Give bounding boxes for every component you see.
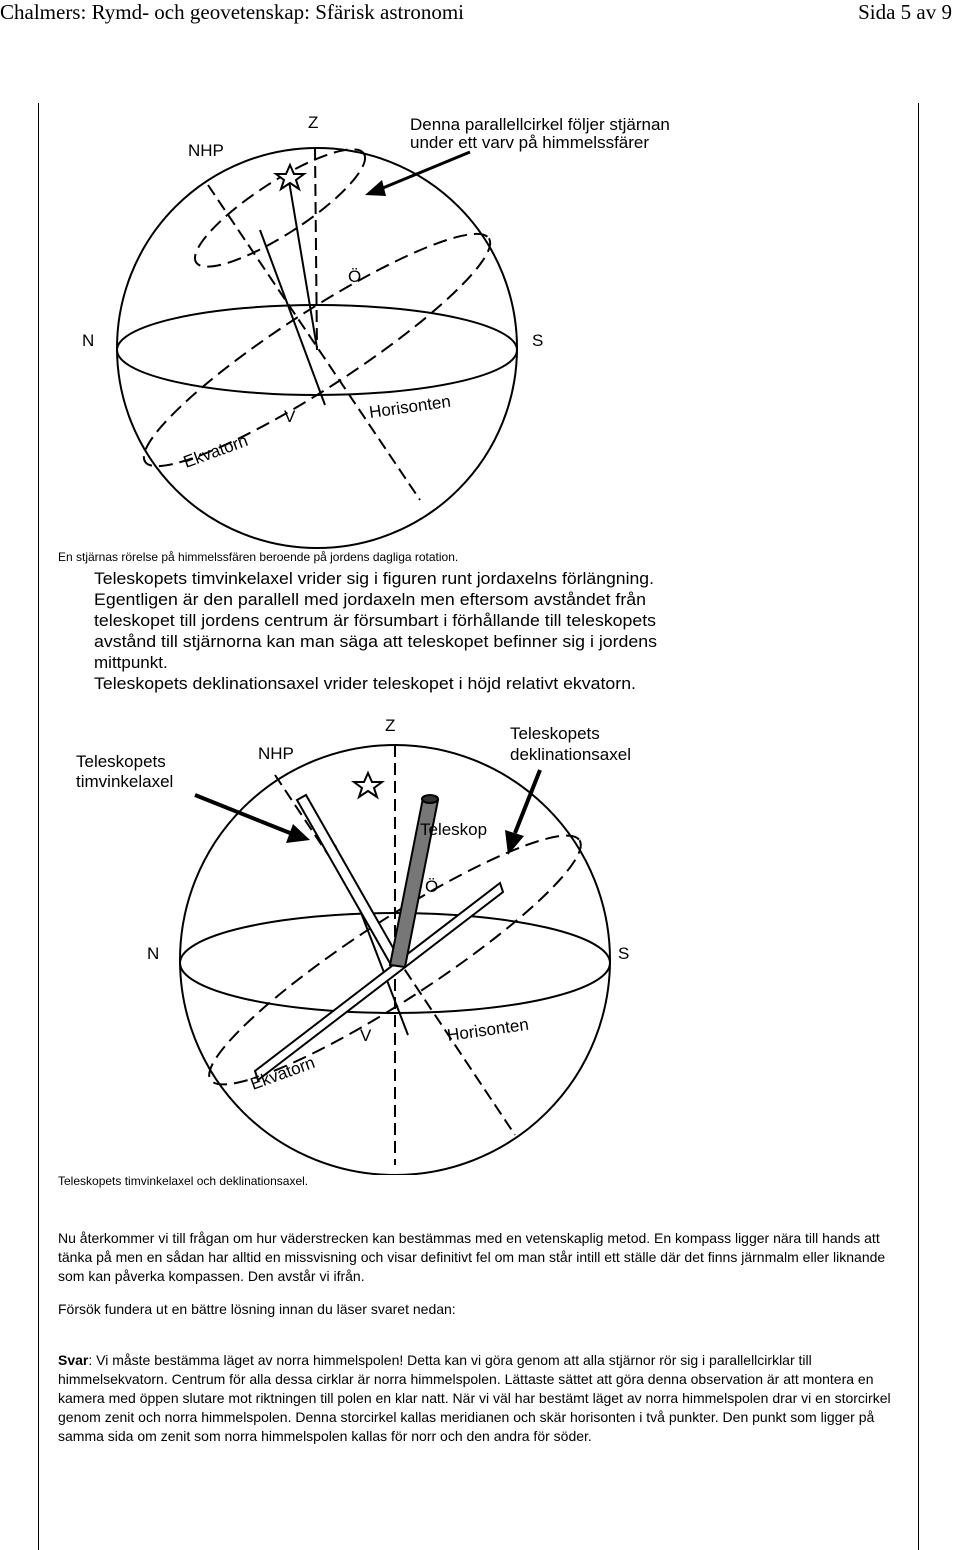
note-line-2: Egentligen är den parallell med jordaxeln men eftersom avståndet från xyxy=(94,590,646,609)
label-horizon: Horisonten xyxy=(445,1014,530,1045)
note-line-1: Teleskopets timvinkelaxel vrider sig i figuren runt jordaxelns förlängning. xyxy=(94,569,654,588)
star-radius xyxy=(288,175,317,348)
label-equator: Ekvatorn xyxy=(247,1052,318,1094)
left-margin-rule xyxy=(38,103,39,1550)
question-block xyxy=(58,1300,898,1319)
label-dec-axis-1: Teleskopets xyxy=(510,724,600,743)
figure2-caption: Teleskopets timvinkelaxel och deklinationsaxel. xyxy=(58,1174,309,1188)
label-telescope: Teleskop xyxy=(420,820,488,839)
article-body xyxy=(58,1229,898,1286)
zenith-line xyxy=(315,148,317,350)
page-number: Sida 5 av 9 xyxy=(858,0,952,24)
note-line-5: mittpunkt. xyxy=(94,653,168,672)
callout-line-1: Denna parallellcirkel följer stjärnan xyxy=(410,115,670,134)
label-south: S xyxy=(532,331,544,350)
answer-block xyxy=(58,1351,898,1446)
label-hour-axis-1: Teleskopets xyxy=(76,752,166,771)
telescope-note xyxy=(90,568,690,698)
page-header xyxy=(0,0,960,26)
label-west: V xyxy=(360,1026,372,1045)
label-north: N xyxy=(147,944,160,963)
hour-axis-bar xyxy=(297,795,400,965)
note-line-6: Teleskopets deklinationsaxel vrider teleskopet i höjd relativt ekvatorn. xyxy=(94,674,636,693)
label-z: Z xyxy=(308,113,319,132)
label-south: S xyxy=(618,944,630,963)
label-nhp: NHP xyxy=(258,744,294,763)
label-hour-axis-2: timvinkelaxel xyxy=(76,772,174,791)
celestial-sphere-figure xyxy=(60,100,700,550)
paragraph-answer xyxy=(58,1351,898,1446)
note-line-3: teleskopet till jordens centrum är försumbart i förhållande till teleskopets xyxy=(94,611,656,630)
answer-text: : Vi måste bestämma läget av norra himmelspolen! Detta kan vi göra genom att alla stjärnor rör sig i parallellcirklar till himmelsekvatorn. Centrum för alla dessa cirklar är norra himmelspolen. Lättaste sättet att göra denna observation är att montera en kamera med öppen slutare mot riktningen till polen en klar natt. När vi väl har bestämt läget av norra himmelspolen drar vi en storcirkel genom zenit och norra himmelspolen. Denna storcirkel kallas meridianen och skär horisonten i två punkter. Den punkt som ligger på samma sida om zenit som norra himmelspolen kallas för norr och den andra för söder. xyxy=(58,1352,891,1444)
note-line-4: avstånd till stjärnorna kan man säga att teleskopet befinner sig i jordens xyxy=(94,632,657,651)
label-east: Ö xyxy=(348,267,362,286)
label-horizon: Horisonten xyxy=(367,391,452,422)
star-icon xyxy=(354,773,382,797)
paragraph-compass: Nu återkommer vi till frågan om hur väderstrecken kan bestämmas med en vetenskaplig metod. En kompass ligger nära till hands att tänka på men en sådan har alltid en missvisning och visar definitivt fel om man står intill ett ställe där det finns järnmalm eller liknande som kan påverka kompassen. Den avstår vi ifrån. xyxy=(58,1230,886,1284)
label-z: Z xyxy=(385,716,396,735)
telescope-axes-figure xyxy=(60,705,700,1175)
document-title: Chalmers: Rymd- och geovetenskap: Sfärisk astronomi xyxy=(0,0,464,24)
right-margin-rule xyxy=(918,103,919,1550)
label-east: Ö xyxy=(425,877,439,896)
earth-axis xyxy=(208,185,420,500)
label-north: N xyxy=(82,331,95,350)
label-west: V xyxy=(284,407,296,426)
hour-axis-arrow xyxy=(195,795,310,843)
answer-label: Svar xyxy=(58,1352,89,1368)
paragraph-question: Försök fundera ut en bättre lösning innan du läser svaret nedan: xyxy=(58,1301,456,1317)
label-equator: Ekvatorn xyxy=(180,430,251,472)
label-nhp: NHP xyxy=(188,141,224,160)
figure1-caption: En stjärnas rörelse på himmelssfären beroende på jordens dagliga rotation. xyxy=(58,550,459,564)
label-dec-axis-2: deklinationsaxel xyxy=(510,745,631,764)
callout-line-2: under ett varv på himmelssfärer xyxy=(410,133,650,152)
